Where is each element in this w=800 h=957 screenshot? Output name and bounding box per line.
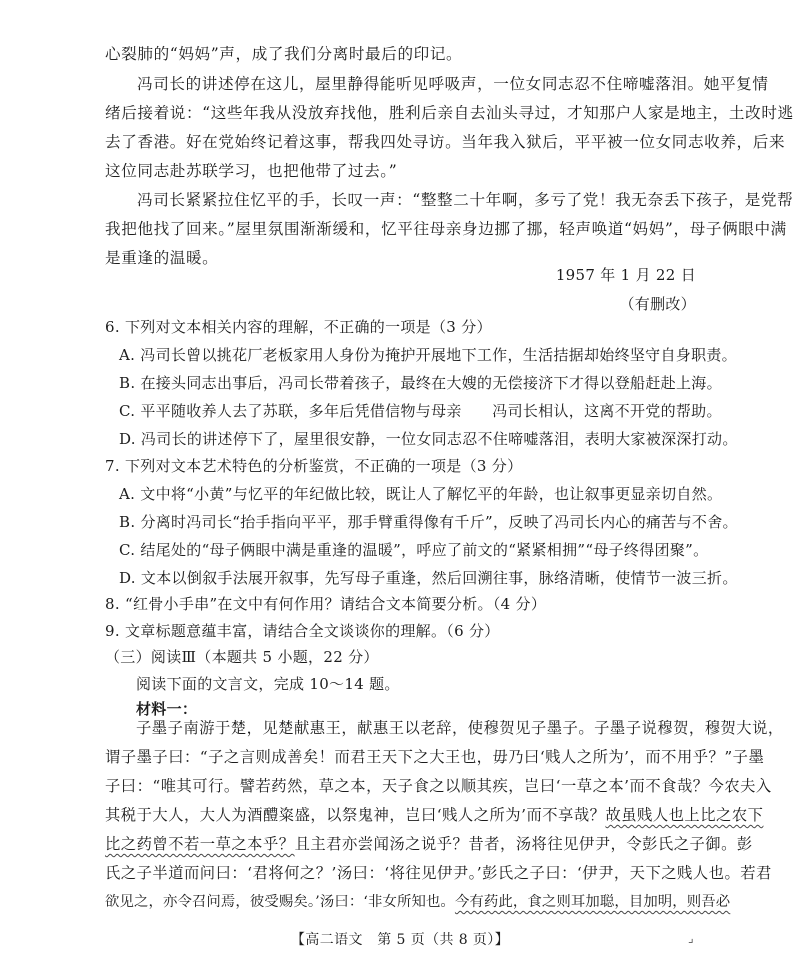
story-line: 这位同志赴苏联学习，也把他带了过去。” [105,162,398,180]
question-7-option-d: D. 文本以倒叙手法展开叙事，先写母子重逢，然后回溯往事，脉络清晰，使情节一波三折。 [119,569,738,587]
classical-line [105,895,730,909]
question-7-option-c: C. 结尾处的“母子俩眼中满是重逢的温暖”，呼应了前文的“紧紧相拥”“母子终得团聚”。 [119,541,709,559]
question-8: 8. “红骨小手串”在文中有何作用？请结合文本简要分析。（4 分） [105,595,547,613]
classical-text: 欲见之，亦令召问焉，彼受赐矣。’汤曰：‘非女所知也。 [105,894,455,910]
question-6-stem: 6. 下列对文本相关内容的理解，不正确的一项是（3 分） [105,318,492,336]
classical-line [105,837,753,852]
story-line: 绪后接着说：“这些年我从没放弃找他，胜利后亲自去汕头寻过，才知那户人家是地主，土改时逃 [105,104,794,122]
classical-wavy-underline: 比之药曾不若一草之本乎？ [105,835,295,853]
classical-line: 氏之子半道而问曰：‘君将何之？’汤曰：‘将往见伊尹。’彭氏之子曰：‘伊尹，天下之贱人也。若君 [105,864,772,882]
story-line: 冯司长紧紧拉住忆平的手，长叹一声：“整整二十年啊，多亏了党！我无奈丢下孩子，是党帮 [137,191,794,209]
material-1-label: 材料一： [136,700,198,718]
classical-line: 子曰：“唯其可行。譬若药然，草之本，天子食之以顺其疾，岂曰‘一草之本’而不食哉？今农夫入 [105,777,772,795]
story-revision-note: （有删改） [619,295,696,313]
classical-line [105,808,763,823]
question-7-option-a: A. 文中将“小黄”与忆平的年纪做比较，既让人了解忆平的年龄，也让叙事更显亲切自然。 [119,485,723,503]
classical-line: 子墨子南游于楚，见楚献惠王，献惠王以老辞，使穆贺见子墨子。子墨子说穆贺，穆贺大说， [136,719,784,737]
classical-wavy-underline: 今有药此，食之则耳加聪，目加明，则吾必 [454,894,731,910]
classical-line: 谓子墨子曰：“子之言则成善矣！而君王天下之大王也，毋乃曰‘贱人之所为’，而不用乎？”子墨 [105,748,765,766]
classical-text: 其税于大人，大人为酒醴粢盛，以祭鬼神，岂曰‘贱人之所为’而不享哉？ [105,806,606,824]
page-footer: 【高二语文 第 5 页（共 8 页）】 [290,932,510,948]
question-7-option-b: B. 分离时冯司长“抬手指向平平，那手臂重得像有千斤”，反映了冯司长内心的痛苦与不舍。 [119,513,738,531]
story-line: 冯司长的讲述停在这儿，屋里静得能听见呼吸声，一位女同志忍不住啼嘘落泪。她平复情 [137,75,769,93]
question-7-stem: 7. 下列对文本艺术特色的分析鉴赏，不正确的一项是（3 分） [105,457,523,475]
question-6-option-c: C. 平平随收养人去了苏联，多年后凭借信物与母亲 冯司长相认，这离不开党的帮助。 [119,402,722,420]
story-line: 是重逢的温暖。 [105,249,219,267]
section-3-instruction: 阅读下面的文言文，完成 10～14 题。 [136,675,400,693]
classical-wavy-underline: 故虽贱人也上比之农下 [605,806,764,824]
question-6-option-b: B. 在接头同志出事后，冯司长带着孩子，最终在大嫂的无偿接济下才得以登船赶赴上海。 [119,374,722,392]
question-9: 9. 文章标题意蕴丰富，请结合全文谈谈你的理解。（6 分） [105,622,500,640]
question-6-option-d: D. 冯司长的讲述停下了，屋里很安静，一位女同志忍不住啼嘘落泪，表明大家被深深打动。 [119,430,738,448]
question-6-option-a: A. 冯司长曾以挑花厂老板家用人身份为掩护开展地下工作，生活拮据却始终坚守自身职责。 [119,346,737,364]
story-date: 1957 年 1 月 22 日 [555,266,696,284]
classical-text: 且主君亦尝闻汤之说乎？昔者，汤将往见伊尹，令彭氏之子御。彭 [294,835,753,853]
corner-mark: ⌟ [688,931,694,945]
story-line: 我把他找了回来。”屋里氛围渐渐缓和，忆平往母亲身边挪了挪，轻声唤道“妈妈”，母子俩眼中满 [105,220,787,238]
section-3-heading: （三）阅读Ⅲ（本题共 5 小题，22 分） [105,648,379,666]
story-line: 去了香港。好在党始终记着这事，帮我四处寻访。当年我入狱后，平平被一位女同志收养，后来 [105,133,786,151]
story-line: 心裂肺的“妈妈”声，成了我们分离时最后的印记。 [105,45,463,63]
